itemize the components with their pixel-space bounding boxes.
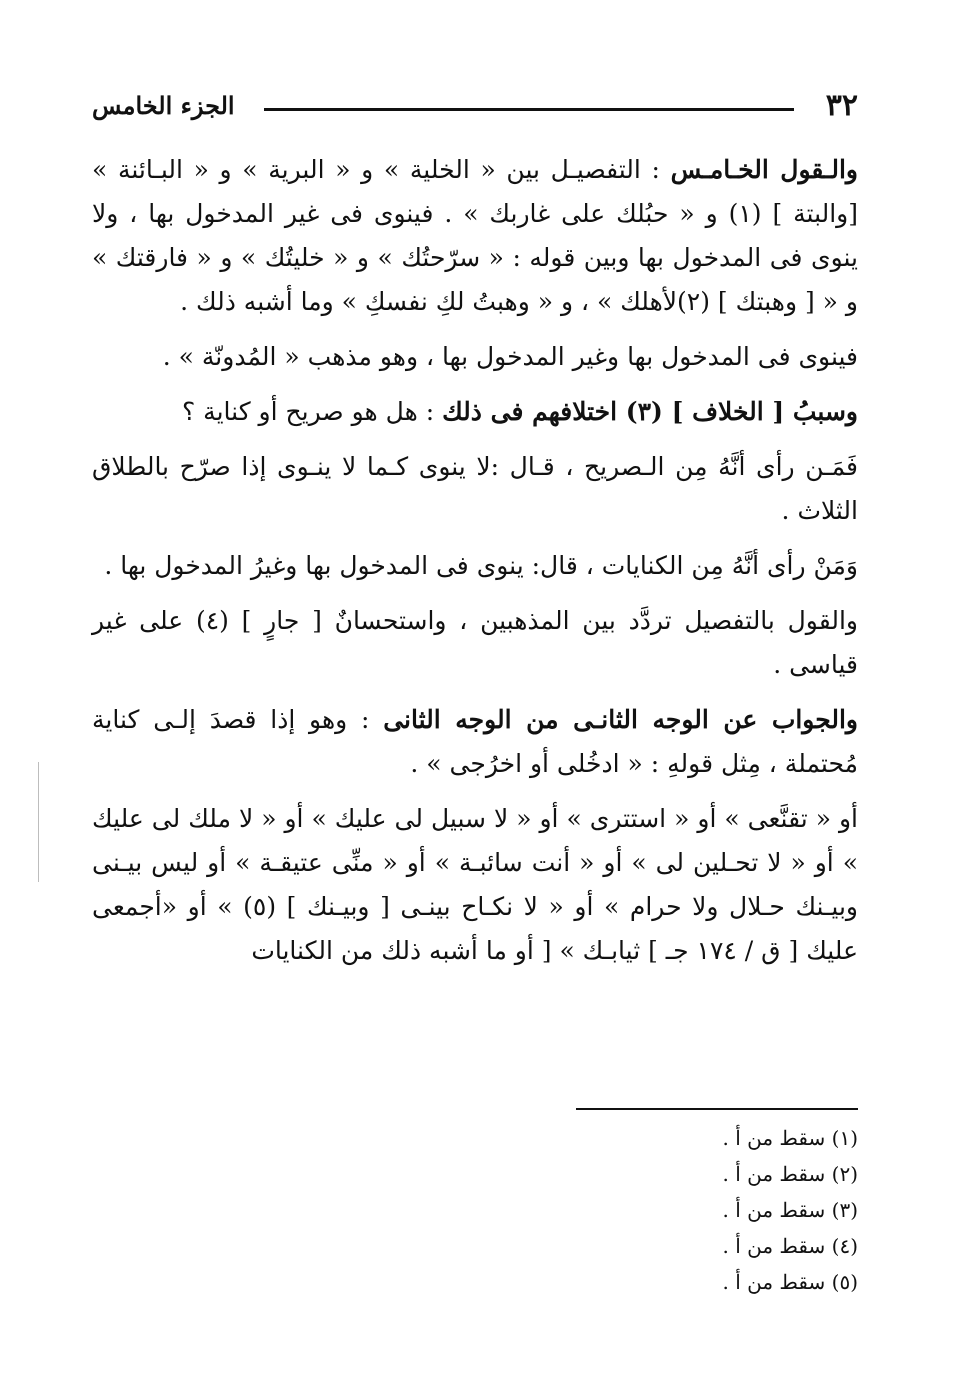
paragraph-text: والقول بالتفصيل تردَّد بين المذهبين ، واستحسانٌ [ جارٍ ] (٤) على غير قياسى . — [92, 606, 859, 679]
paragraph-lead: وسببُ [ الخلاف ] (٣) اختلافهم فى ذلك — [442, 397, 858, 426]
paragraph-lead: والجواب عن الوجه الثانـى من الوجه الثانى — [383, 705, 858, 734]
footnote: (٥) سقط من أ . — [722, 1270, 858, 1294]
footnote: (٤) سقط من أ . — [722, 1234, 858, 1258]
footnote: (٢) سقط من أ . — [722, 1162, 858, 1186]
paragraph — [92, 544, 858, 588]
paragraph — [92, 148, 858, 324]
running-head — [92, 86, 858, 130]
header-rule — [264, 108, 794, 111]
paragraph-text: أو « تقنَّعى » أو « استترى » أو « لا سبيل لى عليك » أو « لا ملك لى عليك » أو « لا تحـلين لى » أو « أنت سائبـة » أو « منِّى عتيقـة » أو ليس بيـنى وبيـنك حـلال ولا حرام » أو « لا نكـاح بينـى [ وبيـنك ] (٥) » أو «أجمعى عليك [ ق / ١٧٤ جـ ] ثيابـك » [ أو ما أشبه ذلك من الكنايات — [92, 804, 858, 965]
running-title: الجزء الخامس — [92, 91, 235, 120]
paragraph-text: : التفصيـل بين « الخلية » و « البرية » و « البـائنة » [والبتة ] (١) و « حبُلك على غاربك » . فينوى فى غير المدخول بها ، ولا ينوى فى المدخول بها وبين قوله : « سرّحتُك » و « خليتُك » و « فارقتك » و « [ وهبتك ] (٢)لأهلك » ، و « وهبتُ لكِ نفسكِ » وما أشبه ذلك . — [92, 155, 858, 316]
footnotes — [458, 1120, 858, 1300]
paragraph — [92, 599, 858, 687]
paragraph-text: : وهو إذا قصدَ إلـى كناية مُحتملة ، مِثل قولهِ : « ادخُلى أو اخرُجى » . — [92, 705, 858, 778]
paragraph — [92, 797, 858, 973]
paragraph — [92, 390, 858, 434]
paragraph-text: : هل هو صريح أو كناية ؟ — [181, 397, 443, 426]
footnote: (٣) سقط من أ . — [722, 1198, 858, 1222]
paragraph-lead: والـقول الخـامـس — [670, 155, 858, 184]
main-text — [92, 148, 858, 984]
footnote-separator — [576, 1108, 858, 1110]
paragraph — [92, 445, 858, 533]
paragraph — [92, 335, 858, 379]
paragraph-text: وَمَنْ رأى أنَّهُ مِن الكنايات ، قال: ينوى فى المدخول بها وغيرُ المدخول بها . — [104, 551, 858, 580]
paragraph-text: فَمَـن رأى أنَّهُ مِن الـصريح ، قـال :لا ينوى كـما لا ينـوى إذا صرّح بالطلاق الثلاث . — [92, 452, 858, 525]
footnote: (١) سقط من أ . — [722, 1126, 858, 1150]
scan-margin-mark — [38, 762, 39, 882]
paragraph — [92, 698, 858, 786]
page-number: ٣٢ — [825, 88, 858, 123]
paragraph-text: فينوى فى المدخول بها وغير المدخول بها ، وهو مذهب « المُدونّة » . — [162, 342, 858, 371]
